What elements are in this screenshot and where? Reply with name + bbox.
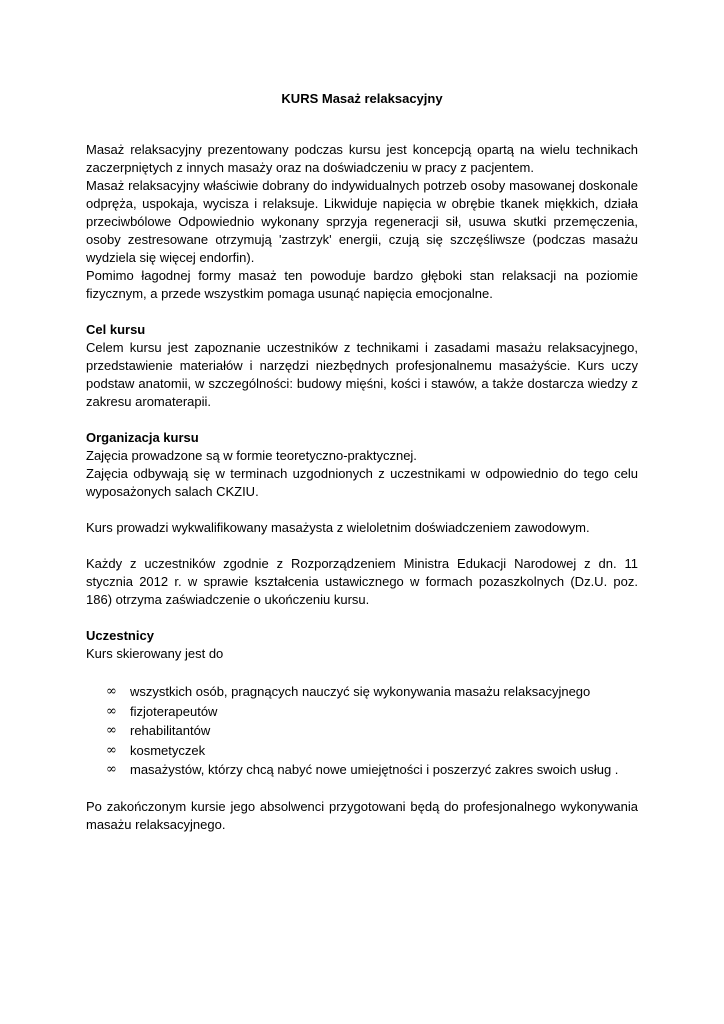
list-item-text: kosmetyczek: [130, 742, 206, 758]
list-item-text: rehabilitantów: [130, 723, 211, 738]
closing-paragraph: Po zakończonym kursie jego absolwenci przygotowani będą do profesjonalnego wykonywania masażu relaksacyjnego.: [86, 798, 638, 832]
section-cel: [86, 321, 638, 411]
document-title: KURS Masaż relaksacyjny: [281, 91, 443, 106]
infinity-bullet-icon: ∞: [106, 703, 117, 719]
list-item: [106, 702, 638, 722]
intro-paragraph-3: Pomimo łagodnej formy masaż ten powoduje bardzo głęboki stan relaksacji na poziomie fizycznym, a przede wszystkim pomaga usunąć napięcia emocjonalne.: [86, 268, 638, 301]
organizacja-line-2: Zajęcia odbywają się w terminach uzgodnionych z uczestnikami w odpowiednio do tego celu wyposażonych salach CKZIU.: [86, 466, 638, 499]
list-item-text: wszystkich osób, pragnących nauczyć się wykonywania masażu relaksacyjnego: [130, 684, 591, 699]
list-item: [106, 682, 638, 702]
intro-paragraph-1: Masaż relaksacyjny prezentowany podczas kursu jest koncepcją opartą na wielu technikach zaczerpniętych z innych masaży oraz na doświadczeniu w pracy z pacjentem.: [86, 142, 638, 175]
section-heading-uczestnicy: Uczestnicy: [86, 628, 154, 643]
instructor-paragraph: Kurs prowadzi wykwalifikowany masażysta z wieloletnim doświadczeniem zawodowym.: [86, 520, 590, 535]
section-heading-cel: Cel kursu: [86, 322, 146, 337]
list-item-text: fizjoterapeutów: [130, 703, 218, 719]
section-organizacja: [86, 429, 638, 609]
section-heading-organizacja: Organizacja kursu: [86, 430, 199, 445]
list-item: [106, 760, 638, 780]
uczestnicy-lead: Kurs skierowany jest do: [86, 646, 224, 661]
list-item: [106, 721, 638, 741]
infinity-bullet-icon: ∞: [106, 684, 117, 699]
organizacja-line-1: Zajęcia prowadzone są w formie teoretyczno-praktycznej.: [86, 448, 417, 463]
intro-paragraph-2: Masaż relaksacyjny właściwie dobrany do indywidualnych potrzeb osoby masowanej doskonale odpręża, uspokaja, wycisza i relaksuje. Likwiduje napięcia w obrębie tkanek miękkich, działa przeciwbólowe Odpowiednio wykonany sprzyja regeneracji sił, usuwa skutki przemęczenia, osoby zestresowane otrzymują 'zastrzyk' energii, czują się szczęśliwsze (podczas masażu wydziela się więcej endorfin).: [86, 178, 638, 265]
infinity-bullet-icon: ∞: [106, 742, 117, 758]
infinity-bullet-icon: ∞: [106, 762, 117, 777]
cel-paragraph: Celem kursu jest zapoznanie uczestników z technikami i zasadami masażu relaksacyjnego, przedstawienie materiałów i narzędzi niezbędnych profesjonalnemu masażyście. Kurs uczy podstaw anatomii, w szczególności: budowy mięśni, kości i stawów, a także dostarcza wiedzy z zakresu aromaterapii.: [86, 340, 638, 409]
document-page: [86, 90, 638, 834]
certificate-paragraph: Każdy z uczestników zgodnie z Rozporządzeniem Ministra Edukacji Narodowej z dn. 11 stycznia 2012 r. w sprawie kształcenia ustawicznego w formach pozaszkolnych (Dz.U. poz. 186) otrzyma zaświadczenie o ukończeniu kursu.: [86, 556, 638, 607]
infinity-bullet-icon: ∞: [106, 723, 117, 738]
participants-list: [86, 682, 638, 780]
list-item: [106, 741, 638, 761]
list-item-text: masażystów, którzy chcą nabyć nowe umiejętności i poszerzyć zakres swoich usług .: [130, 762, 619, 777]
section-uczestnicy: [86, 627, 638, 780]
